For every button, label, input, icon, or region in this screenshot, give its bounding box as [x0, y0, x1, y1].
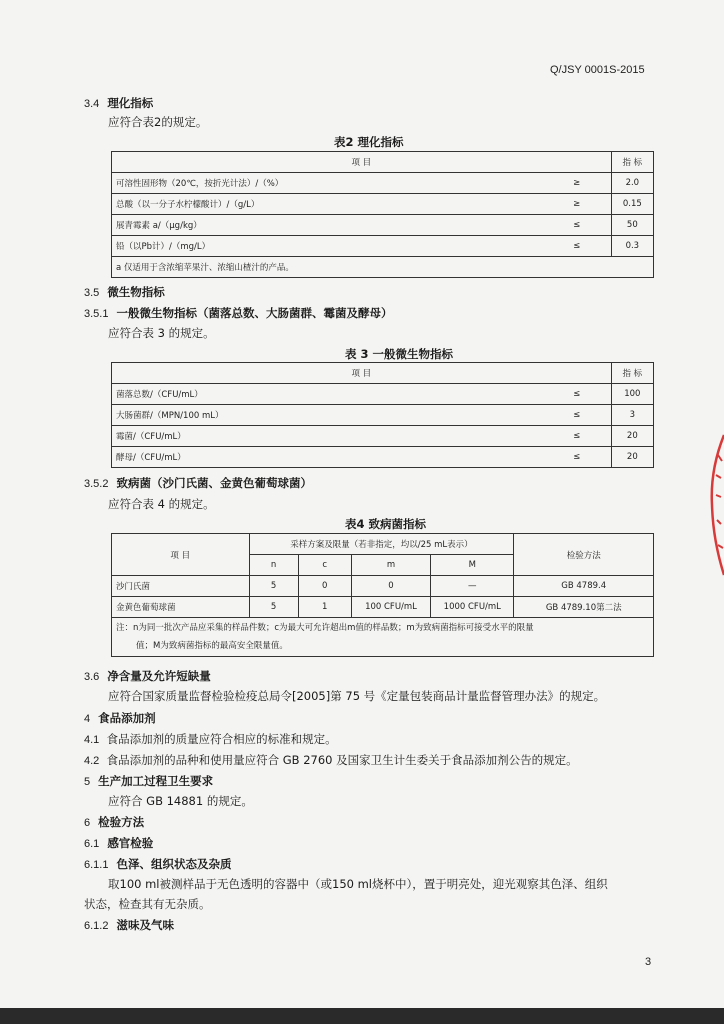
section-3-4-text: 应符合表2的规定。: [108, 115, 208, 129]
table2-caption: 表2 理化指标: [334, 135, 404, 149]
section-4-1-text: 4.1 食品添加剂的质量应符合相应的标准和规定。: [84, 732, 337, 746]
section-6-heading: 6 检验方法: [84, 815, 145, 829]
section-4-heading: 4 食品添加剂: [84, 711, 156, 725]
section-3-4-heading: 3.4 理化指标: [84, 96, 154, 110]
section-3-5-1-heading: 3.5.1 一般微生物指标（菌落总数、大肠菌群、霉菌及酵母）: [84, 306, 393, 320]
table4: 项 目 采样方案及限量（若非指定，均以/25 mL表示） 检验方法 n c m M 沙门氏菌 5 0 0 — GB 4789.4 金黄色葡萄球菌 5 1 100 CFU/mL 1000 CFU/mL GB 4789.10第二法 注：n为同一批次产品应采集的样品件数；c为最大可允许超出m值的样品数；m为致病菌指标可接受水平的限量 值；M为致病菌指标的最高安全限量值。: [111, 533, 654, 657]
table-row: 金黄色葡萄球菌 5 1 100 CFU/mL 1000 CFU/mL GB 4789.10第二法: [112, 597, 654, 618]
scan-edge-shadow: [0, 1008, 724, 1024]
table2-footnote: a 仅适用于含浓缩苹果汁、浓缩山楂汁的产品。: [112, 257, 654, 278]
table3-header-index: 指 标: [611, 363, 653, 384]
table-row: 大肠菌群/（MPN/100 mL） ≤ 3: [112, 405, 654, 426]
section-3-5-1-text: 应符合表 3 的规定。: [108, 326, 215, 340]
table4-header-item: 项 目: [112, 534, 250, 576]
section-6-1-2-heading: 6.1.2 滋味及气味: [84, 918, 174, 932]
section-3-5-2-text: 应符合表 4 的规定。: [108, 497, 215, 511]
table4-caption: 表4 致病菌指标: [345, 517, 427, 531]
table-row: 展青霉素 a/（μg/kg） ≤ 50: [112, 215, 654, 236]
table4-header-method: 检验方法: [514, 534, 654, 576]
section-3-6-text: 应符合国家质量监督检验检疫总局令[2005]第 75 号《定量包装商品计量监督管理办法》的规定。: [108, 689, 606, 703]
section-3-5-2-heading: 3.5.2 致病菌（沙门氏菌、金黄色葡萄球菌）: [84, 476, 312, 490]
table-row: 霉菌/（CFU/mL） ≤ 20: [112, 426, 654, 447]
standard-code: Q/JSY 0001S-2015: [550, 64, 645, 76]
section-6-1-1-heading: 6.1.1 色泽、组织状态及杂质: [84, 857, 232, 871]
section-3-6-heading: 3.6 净含量及允许短缺量: [84, 669, 211, 683]
table2-header-item: 项 目: [112, 152, 612, 173]
table-row: 总酸（以一分子水柠檬酸计）/（g/L） ≥ 0.15: [112, 194, 654, 215]
table-row: 可溶性固形物（20℃，按折光计法）/（%） ≥ 2.0: [112, 173, 654, 194]
table3-caption: 表 3 一般微生物指标: [345, 347, 454, 361]
table3-header-item: 项 目: [112, 363, 612, 384]
table-row: 酵母/（CFU/mL） ≤ 20: [112, 447, 654, 468]
section-6-1-heading: 6.1 感官检验: [84, 836, 154, 850]
table4-footnote: 注：n为同一批次产品应采集的样品件数；c为最大可允许超出m值的样品数；m为致病菌指标可接受水平的限量 值；M为致病菌指标的最高安全限量值。: [112, 618, 654, 657]
red-seal-fragment-icon: [704, 430, 724, 580]
table3: [111, 362, 654, 468]
section-4-2-text: 4.2 食品添加剂的品种和使用量应符合 GB 2760 及国家卫生计生委关于食品添加剂公告的规定。: [84, 753, 578, 767]
section-3-5-heading: 3.5 微生物指标: [84, 285, 165, 299]
table-row: 铅（以Pb计）/（mg/L） ≤ 0.3: [112, 236, 654, 257]
section-6-1-1-text-line1: 取100 ml被测样品于无色透明的容器中（或150 ml烧杯中），置于明亮处，迎光观察其色泽、组织: [108, 877, 608, 891]
section-5-heading: 5 生产加工过程卫生要求: [84, 774, 214, 788]
page-number: 3: [645, 956, 652, 968]
table2-header-index: 指 标: [611, 152, 653, 173]
section-5-text: 应符合 GB 14881 的规定。: [108, 794, 253, 808]
table-row: 菌落总数/（CFU/mL） ≤ 100: [112, 384, 654, 405]
table4-header-sampling: 采样方案及限量（若非指定，均以/25 mL表示）: [249, 534, 514, 555]
table-row: 沙门氏菌 5 0 0 — GB 4789.4: [112, 576, 654, 597]
section-6-1-1-text-line2: 状态，检查其有无杂质。: [84, 897, 211, 911]
table2: [111, 151, 654, 278]
